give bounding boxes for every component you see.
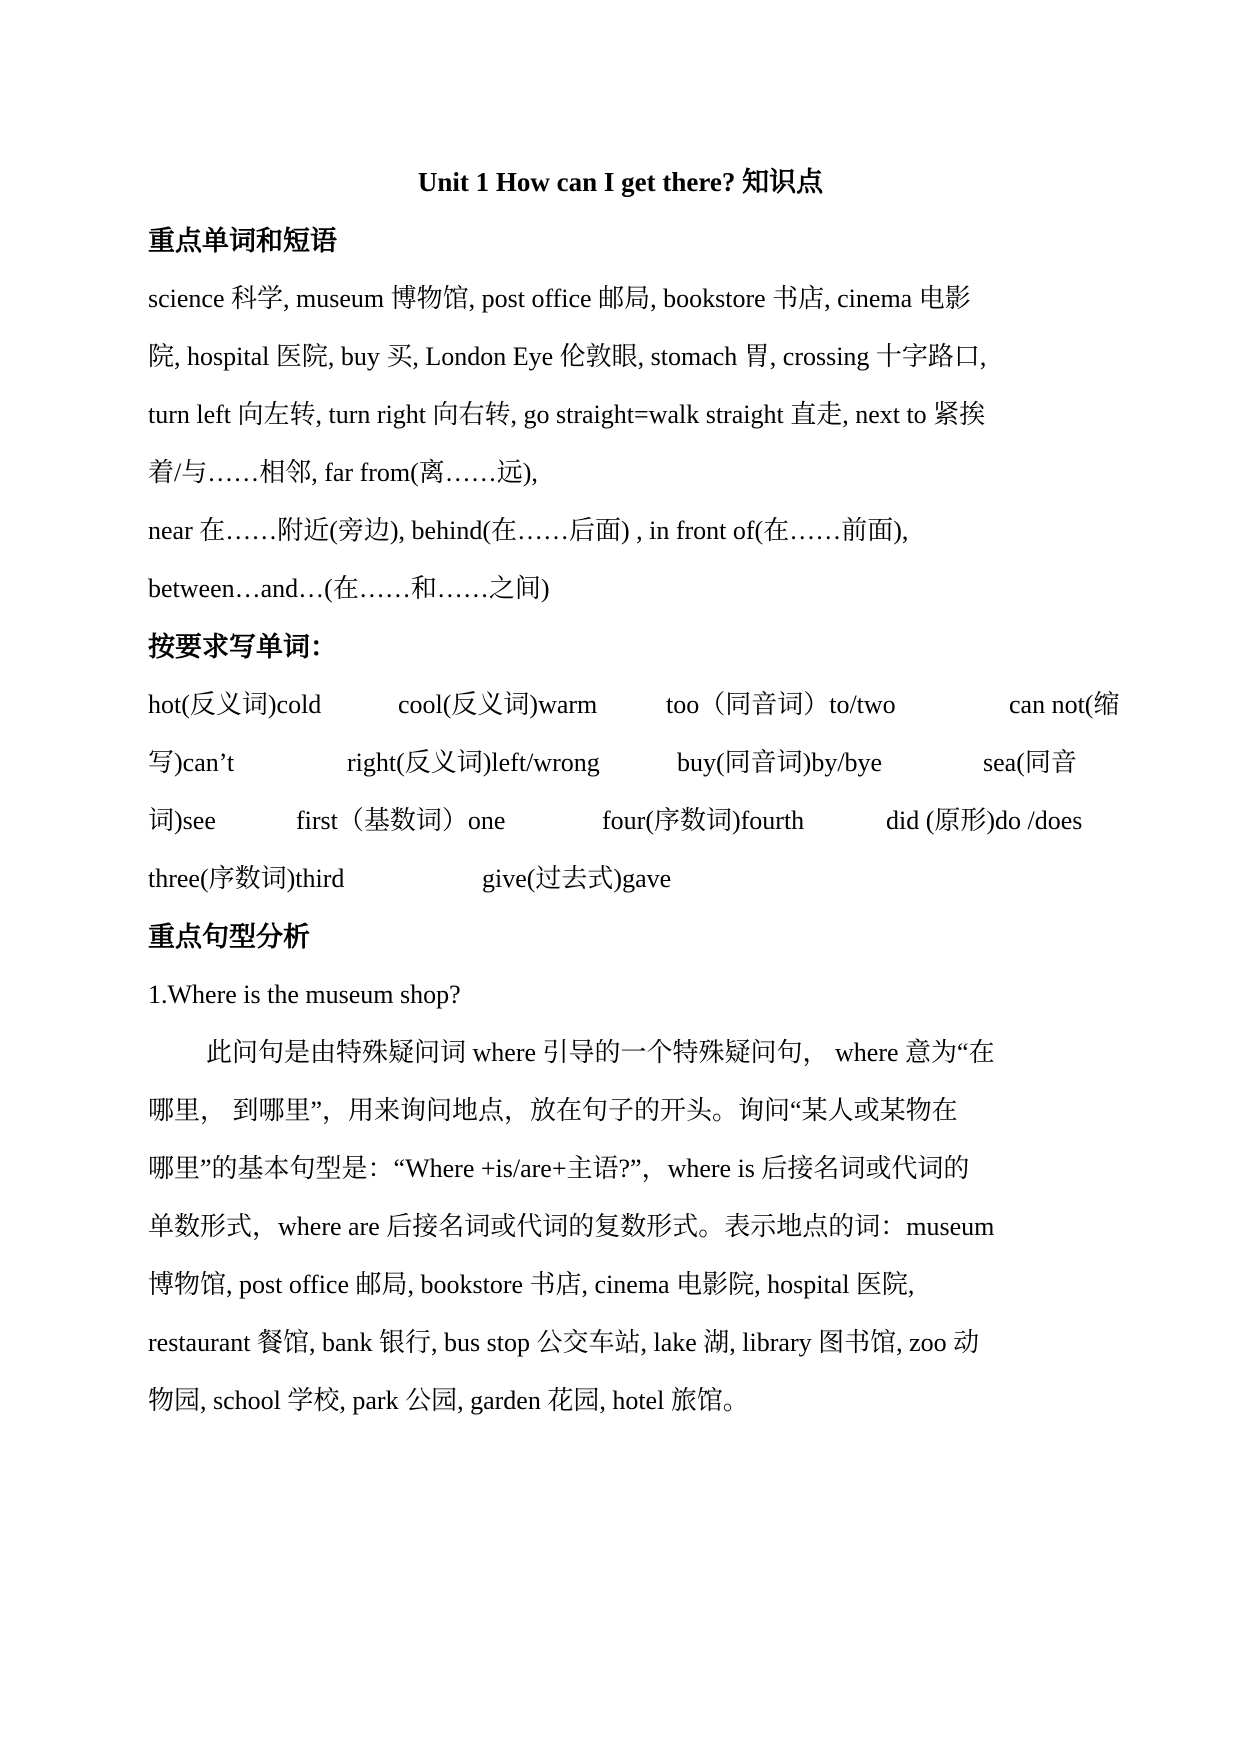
word-pair: 写)can’t — [148, 748, 235, 777]
word-pair: give(过去式)gave — [482, 864, 672, 893]
word-pair: buy(同音词)by/bye — [677, 748, 883, 777]
page-title: Unit 1 How can I get there? 知识点 — [417, 167, 824, 197]
word-pair: did (原形)do /does — [886, 806, 1083, 835]
vocab-line: 院, hospital 医院, buy 买, London Eye 伦敦眼, stomach 胃, crossing 十字路口, — [148, 342, 987, 371]
explanation-line: restaurant 餐馆, bank 银行, bus stop 公交车站, lake 湖, library 图书馆, zoo 动 — [148, 1328, 980, 1357]
word-pair: cool(反义词)warm — [398, 690, 598, 719]
explanation-line: 哪里”的基本句型是：“Where +is/are+主语?”，where is 后接名词或代词的 — [148, 1154, 970, 1183]
explanation-line: 单数形式，where are 后接名词或代词的复数形式。表示地点的词：museum — [148, 1212, 995, 1241]
word-pair: first（基数词）one — [296, 806, 506, 835]
explanation-line: 物园, school 学校, park 公园, garden 花园, hotel 旅馆。 — [148, 1386, 749, 1415]
word-pair: sea(同音 — [983, 748, 1077, 777]
explanation-line: 博物馆, post office 邮局, bookstore 书店, cinema 电影院, hospital 医院, — [148, 1270, 915, 1299]
word-pair: four(序数词)fourth — [602, 806, 805, 835]
word-pair: can not(缩 — [1009, 690, 1120, 719]
vocab-line: science 科学, museum 博物馆, post office 邮局, bookstore 书店, cinema 电影 — [148, 284, 971, 313]
sentence-question: 1.Where is the museum shop? — [148, 980, 461, 1009]
vocab-line: between…and…(在……和……之间) — [148, 574, 550, 603]
word-pair: hot(反义词)cold — [148, 690, 322, 719]
explanation-line: 此问句是由特殊疑问词 where 引导的一个特殊疑问句， where 意为“在 — [206, 1038, 995, 1067]
vocab-line: 着/与……相邻, far from(离……远), — [148, 458, 538, 487]
section-heading-vocab: 重点单词和短语 — [148, 226, 337, 256]
word-pair: too（同音词）to/two — [666, 690, 896, 719]
word-pair: three(序数词)third — [148, 864, 345, 893]
explanation-line: 哪里， 到哪里”，用来询问地点，放在句子的开头。询问“某人或某物在 — [148, 1096, 958, 1125]
section-heading-words: 按要求写单词： — [148, 632, 337, 662]
word-pair: 词)see — [148, 806, 216, 835]
word-pair: right(反义词)left/wrong — [347, 748, 600, 777]
vocab-line: near 在……附近(旁边), behind(在……后面) , in front of(在……前面), — [148, 516, 909, 545]
vocab-line: turn left 向左转, turn right 向右转, go straight=walk straight 直走, next to 紧挨 — [148, 400, 986, 429]
section-heading-sentences: 重点句型分析 — [148, 922, 310, 952]
